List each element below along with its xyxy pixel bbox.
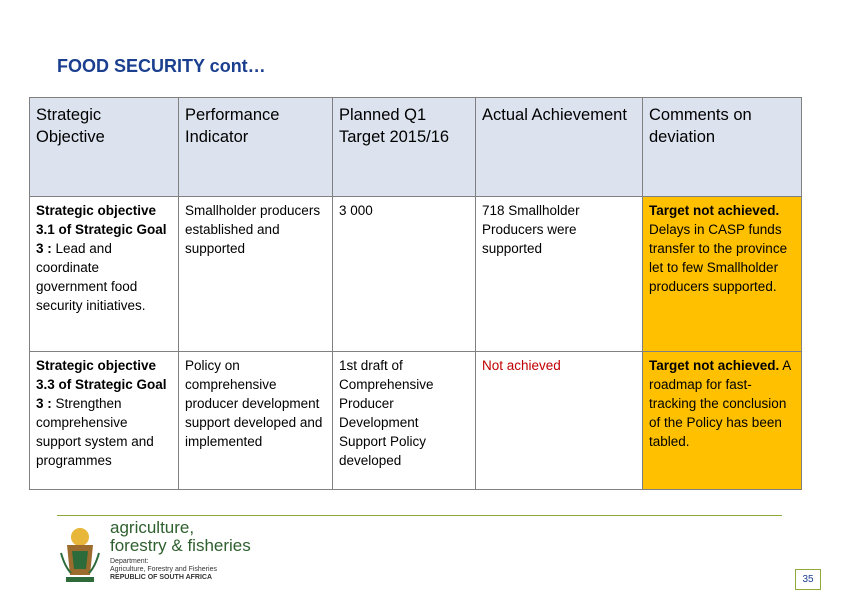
comment-heading: Target not achieved.	[649, 203, 780, 218]
comment-text: A roadmap for fast-tracking the conclusion of the Policy has been tabled.	[649, 358, 791, 449]
target-cell: 1st draft of Comprehensive Producer Development Support Policy developed	[333, 352, 476, 490]
comment-cell	[643, 352, 802, 490]
target-cell: 3 000	[333, 197, 476, 352]
objective-text: Lead and coordinate government food security initiatives.	[36, 241, 146, 313]
dept-label: Department:	[110, 558, 149, 565]
indicator-cell: Policy on comprehensive producer development support developed and implemented	[179, 352, 333, 490]
objective-text: Strengthen comprehensive support system and programmes	[36, 396, 154, 468]
page-title: FOOD SECURITY cont…	[57, 56, 266, 76]
table-header-row	[30, 98, 802, 197]
objective-cell	[30, 352, 179, 490]
header-cell: Planned Q1 Target 2015/16	[333, 98, 476, 197]
header-cell: Comments on deviation	[643, 98, 802, 197]
actual-cell: 718 Smallholder Producers were supported	[476, 197, 643, 352]
header-cell: Actual Achievement	[476, 98, 643, 197]
footer-divider	[57, 515, 782, 516]
dept-name: Agriculture, Forestry and Fisheries	[110, 566, 217, 573]
logo-line-1: agriculture,	[110, 518, 195, 537]
header-cell: Strategic Objective	[30, 98, 179, 197]
country-name: REPUBLIC OF SOUTH AFRICA	[110, 574, 213, 581]
logo-line-2: forestry & fisheries	[110, 536, 251, 555]
header-cell: Performance Indicator	[179, 98, 333, 197]
indicator-cell: Smallholder producers established and supported	[179, 197, 333, 352]
comment-cell	[643, 197, 802, 352]
objective-cell	[30, 197, 179, 352]
objective-heading: Strategic objective 3.3 of Strategic Goal 3 :	[36, 358, 167, 411]
page-number: 35	[795, 569, 821, 590]
actual-cell: Not achieved	[476, 352, 643, 490]
objective-heading: Strategic objective 3.1 of Strategic Goal 3 :	[36, 203, 167, 256]
objectives-table	[29, 97, 802, 490]
department-logo	[110, 519, 251, 582]
coat-of-arms-icon	[57, 523, 103, 585]
table-row	[30, 352, 802, 490]
table-row	[30, 197, 802, 352]
comment-heading: Target not achieved.	[649, 358, 780, 373]
comment-text: Delays in CASP funds transfer to the province let to few Smallholder producers supported.	[649, 222, 788, 294]
